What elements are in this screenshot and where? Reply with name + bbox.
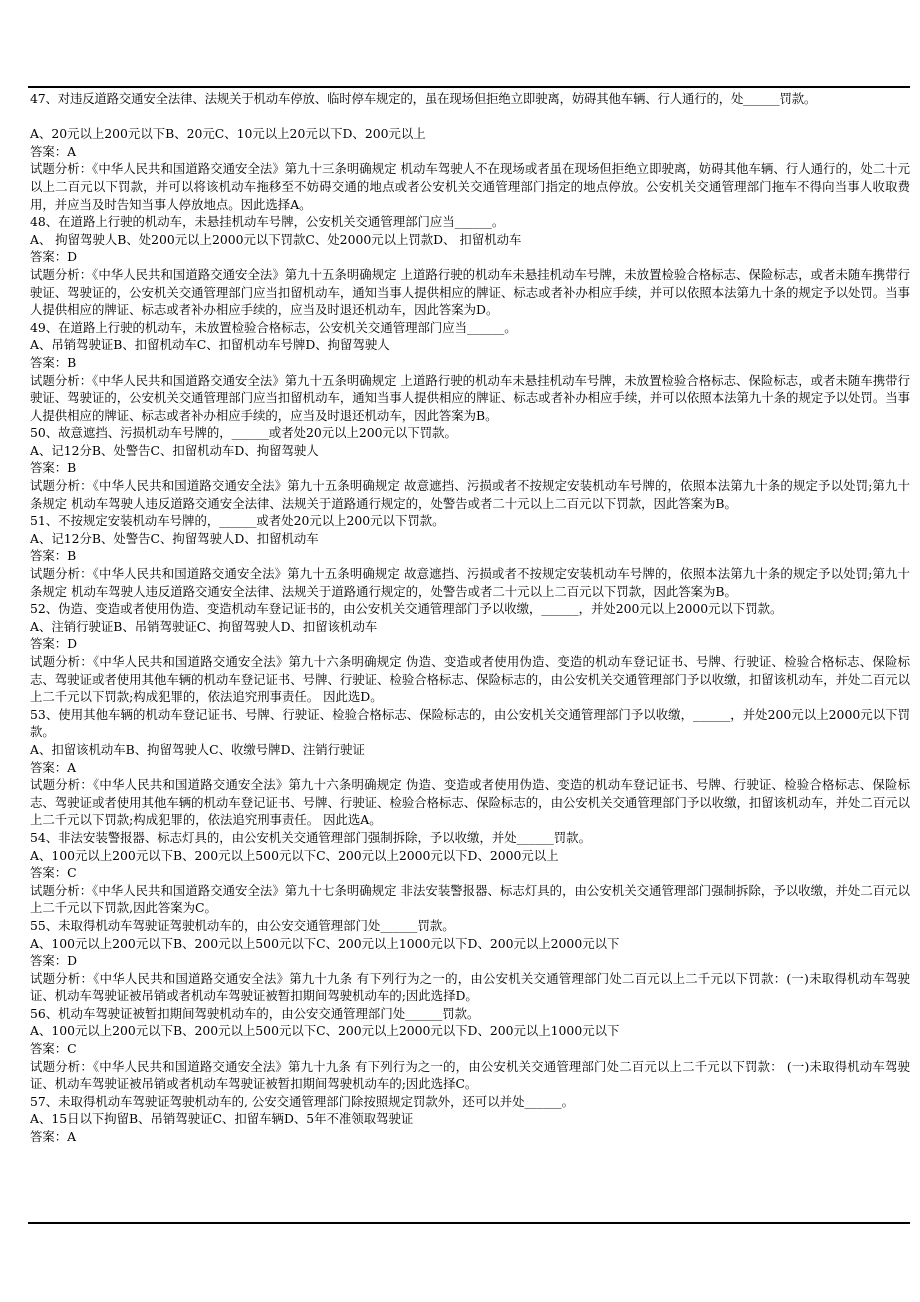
options-49: A、吊销驾驶证B、扣留机动车C、扣留机动车号牌D、拘留驾驶人: [30, 337, 390, 353]
blank-line: [30, 108, 910, 126]
options-50: A、记12分B、处警告C、扣留机动车D、拘留驾驶人: [30, 442, 319, 458]
analysis-54: 试题分析：《中华人民共和国道路交通安全法》第九十七条明确规定 非法安装警报器、标志灯具的，由公安机关交通管理部门强制拆除，予以收缴，并处二百元以上二千元以下罚款,因此答案为C。: [30, 882, 910, 916]
analysis-52: 试题分析：《中华人民共和国道路交通安全法》第九十六条明确规定 伪造、变造或者使用伪造、变造的机动车登记证书、号牌、行驶证、检验合格标志、保险标志、驾驶证或者使用其他车辆的机动车登记证书、号牌、行驶证、检验合格标志、保险标志的，由公安机关交通管理部门予以收缴，扣留该机动车，并处二百元以上二千元以下罚款;构成犯罪的，依法追究刑事责任。 因此选D。: [30, 654, 910, 705]
analysis-48: 试题分析：《中华人民共和国道路交通安全法》第九十五条明确规定 上道路行驶的机动车未悬挂机动车号牌，未放置检验合格标志、保险标志，或者未随车携带行驶证、驾驶证的，公安机关交通管理部门应当扣留机动车，通知当事人提供相应的牌证、标志或者补办相应手续，并可以依照本法第九十条的规定予以处罚。当事人提供相应的牌证、标志或者补办相应手续的，应当及时退还机动车，因此答案为D。: [30, 266, 910, 318]
analysis-49: 试题分析：《中华人民共和国道路交通安全法》第九十五条明确规定 上道路行驶的机动车未悬挂机动车号牌，未放置检验合格标志、保险标志，或者未随车携带行驶证、驾驶证的，公安机关交通管理部门应当扣留机动车，通知当事人提供相应的牌证、标志或者补办相应手续，并可以依照本法第九十条的规定予以处罚。当事人提供相应的牌证、标志或者补办相应手续的，应当及时退还机动车，因此答案为B。: [30, 372, 910, 423]
answer-54: 答案：C: [30, 865, 77, 881]
options-51: A、记12分B、处警告C、拘留驾驶人D、扣留机动车: [30, 530, 319, 546]
answer-49: 答案：B: [30, 354, 77, 370]
top-rule: [28, 86, 910, 88]
analysis-53: 试题分析：《中华人民共和国道路交通安全法》第九十六条明确规定 伪造、变造或者使用伪造、变造的机动车登记证书、号牌、行驶证、检验合格标志、保险标志、驾驶证或者使用其他车辆的机动车登记证书、号牌、行驶证、检验合格标志、保险标志的，由公安机关交通管理部门予以收缴，扣留该机动车，并处二百元以上二千元以下罚款;构成犯罪的，依法追究刑事责任。 因此选A。: [30, 777, 910, 828]
analysis-51: 试题分析：《中华人民共和国道路交通安全法》第九十五条明确规定 故意遮挡、污损或者不按规定安装机动车号牌的，依照本法第九十条的规定予以处罚;第九十条规定 机动车驾驶人违反道路交通安全法律、法规关于道路通行规定的，处警告或者二十元以上二百元以下罚款，因此答案为B。: [30, 566, 910, 599]
options-52: A、注销行驶证B、吊销驾驶证C、拘留驾驶人D、扣留该机动车: [30, 618, 378, 634]
question-51: 51、不按规定安装机动车号牌的，______或者处20元以上200元以下罚款。: [30, 513, 445, 529]
question-57: 57、未取得机动车驾驶证驾驶机动车的, 公安交通管理部门除按照规定罚款外，还可以并处______。: [30, 1093, 575, 1109]
answer-48: 答案：D: [30, 249, 78, 265]
answer-53: 答案：A: [30, 759, 77, 775]
bottom-rule: [28, 1222, 910, 1224]
options-47: A、20元以上200元以下B、20元C、10元以上20元以下D、200元以上: [30, 126, 426, 142]
answer-57: 答案：A: [30, 1129, 77, 1145]
options-53: A、扣留该机动车B、拘留驾驶人C、收缴号牌D、注销行驶证: [30, 741, 365, 757]
answer-47: 答案：A: [30, 143, 77, 159]
answer-52: 答案：D: [30, 636, 78, 652]
answer-51: 答案：B: [30, 548, 77, 564]
question-50: 50、故意遮挡、污损机动车号牌的，______或者处20元以上200元以下罚款。: [30, 425, 457, 441]
answer-55: 答案：D: [30, 953, 78, 969]
question-54: 54、非法安装警报器、标志灯具的，由公安机关交通管理部门强制拆除，予以收缴，并处______罚款。: [30, 829, 591, 845]
analysis-50: 试题分析：《中华人民共和国道路交通安全法》第九十五条明确规定 故意遮挡、污损或者不按规定安装机动车号牌的，依照本法第九十条的规定予以处罚;第九十条规定 机动车驾驶人违反道路交通安全法律、法规关于道路通行规定的，处警告或者二十元以上二百元以下罚款，因此答案为B。: [30, 478, 910, 511]
analysis-47: 试题分析：《中华人民共和国道路交通安全法》第九十三条明确规定 机动车驾驶人不在现场或者虽在现场但拒绝立即驶离，妨碍其他车辆、行人通行的，处二十元以上二百元以下罚款，并可以将该机动车拖移至不妨碍交通的地点或者公安机关交通管理部门指定的地点停放。公安机关交通管理部门拖车不得向当事人收取费用，并应当及时告知当事人停放地点。因此选择A。: [30, 161, 910, 212]
question-56: 56、机动车驾驶证被暂扣期间驾驶机动车的，由公安交通管理部门处______罚款。: [30, 1005, 480, 1021]
answer-56: 答案：C: [30, 1041, 77, 1057]
options-55: A、100元以上200元以下B、200元以上500元以下C、200元以上1000元以下D、200元以上2000元以下: [30, 935, 620, 951]
question-49: 49、在道路上行驶的机动车，未放置检验合格标志，公安机关交通管理部门应当______。: [30, 319, 517, 335]
options-56: A、100元以上200元以下B、200元以上500元以下C、200元以上2000元以下D、200元以上1000元以下: [30, 1023, 620, 1039]
options-54: A、100元以上200元以下B、200元以上500元以下C、200元以上2000元以下D、2000元以上: [30, 847, 559, 863]
analysis-56: 试题分析：《中华人民共和国道路交通安全法》第九十九条 有下列行为之一的，由公安机关交通管理部门处二百元以上二千元以下罚款： (一)未取得机动车驾驶证、机动车驾驶证被吊销或者机动车驾驶证被暂扣期间驾驶机动车的;因此选择C。: [30, 1058, 910, 1092]
analysis-55: 试题分析：《中华人民共和国道路交通安全法》第九十九条 有下列行为之一的，由公安机关交通管理部门处二百元以上二千元以下罚款：(一)未取得机动车驾驶证、机动车驾驶证被吊销或者机动车驾驶证被暂扣期间驾驶机动车的;因此选择D。: [30, 970, 910, 1004]
question-47: 47、对违反道路交通安全法律、法规关于机动车停放、临时停车规定的，虽在现场但拒绝立即驶离，妨碍其他车辆、行人通行的，处______罚款。: [30, 91, 817, 106]
question-55: 55、未取得机动车驾驶证驾驶机动车的，由公安交通管理部门处______罚款。: [30, 917, 455, 933]
question-48: 48、在道路上行驶的机动车，未悬挂机动车号牌，公安机关交通管理部门应当______。: [30, 214, 505, 230]
document-body: [30, 90, 910, 1146]
options-57: A、15日以下拘留B、吊销驾驶证C、扣留车辆D、5年不准领取驾驶证: [30, 1111, 414, 1127]
answer-50: 答案：B: [30, 460, 77, 476]
options-48: A、 拘留驾驶人B、处200元以上2000元以下罚款C、处2000元以上罚款D、 扣留机动车: [30, 231, 522, 247]
question-52: 52、伪造、变造或者使用伪造、变造机动车登记证书的，由公安机关交通管理部门予以收缴，______，并处200元以上2000元以下罚款。: [30, 601, 783, 617]
question-53: 53、使用其他车辆的机动车登记证书、号牌、行驶证、检验合格标志、保险标志的，由公安机关交通管理部门予以收缴，______，并处200元以上2000元以下罚款。: [30, 706, 910, 740]
